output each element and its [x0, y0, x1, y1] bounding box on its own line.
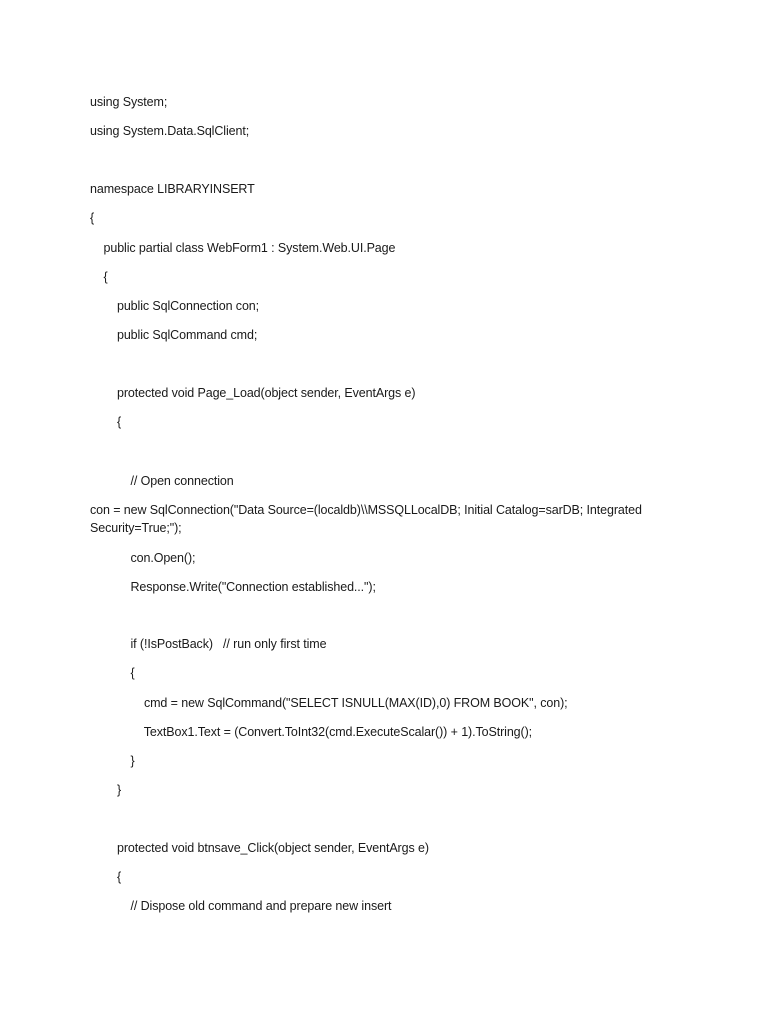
code-line-textbox-assign: TextBox1.Text = (Convert.ToInt32(cmd.ExecuteScalar()) + 1).ToString(); [90, 725, 533, 739]
code-line-using-system: using System; [90, 95, 168, 109]
code-line-class-declaration: public partial class WebForm1 : System.Web.UI.Page [90, 241, 396, 255]
code-line-comment-open-connection: // Open connection [90, 474, 234, 488]
code-line-command-field: public SqlCommand cmd; [90, 328, 258, 342]
code-line-open-brace: { [90, 211, 95, 225]
code-line-connection-string: con = new SqlConnection("Data Source=(localdb)\\MSSQLLocalDB; Initial Catalog=sarDB; Integrated Security=True;"); [90, 503, 642, 535]
code-line-if-open-brace: { [90, 666, 135, 680]
code-line-select-command: cmd = new SqlCommand("SELECT ISNULL(MAX(ID),0) FROM BOOK", con); [90, 696, 568, 710]
code-line-page-load-close-brace: } [90, 783, 122, 797]
code-line-page-load-open-brace: { [90, 415, 122, 429]
code-line-btnsave-open-brace: { [90, 870, 122, 884]
code-line-class-open-brace: { [90, 270, 108, 284]
code-line-page-load: protected void Page_Load(object sender, EventArgs e) [90, 386, 416, 400]
code-line-using-sqlclient: using System.Data.SqlClient; [90, 124, 250, 138]
code-line-if-postback: if (!IsPostBack) // run only first time [90, 637, 327, 651]
code-line-btnsave-click: protected void btnsave_Click(object sender, EventArgs e) [90, 841, 429, 855]
code-line-namespace: namespace LIBRARYINSERT [90, 182, 255, 196]
code-line-comment-dispose: // Dispose old command and prepare new insert [90, 899, 392, 913]
code-line-if-close-brace: } [90, 754, 135, 768]
code-line-connection-field: public SqlConnection con; [90, 299, 260, 313]
code-line-con-open: con.Open(); [90, 551, 196, 565]
code-line-response-write: Response.Write("Connection established..."); [90, 580, 376, 594]
